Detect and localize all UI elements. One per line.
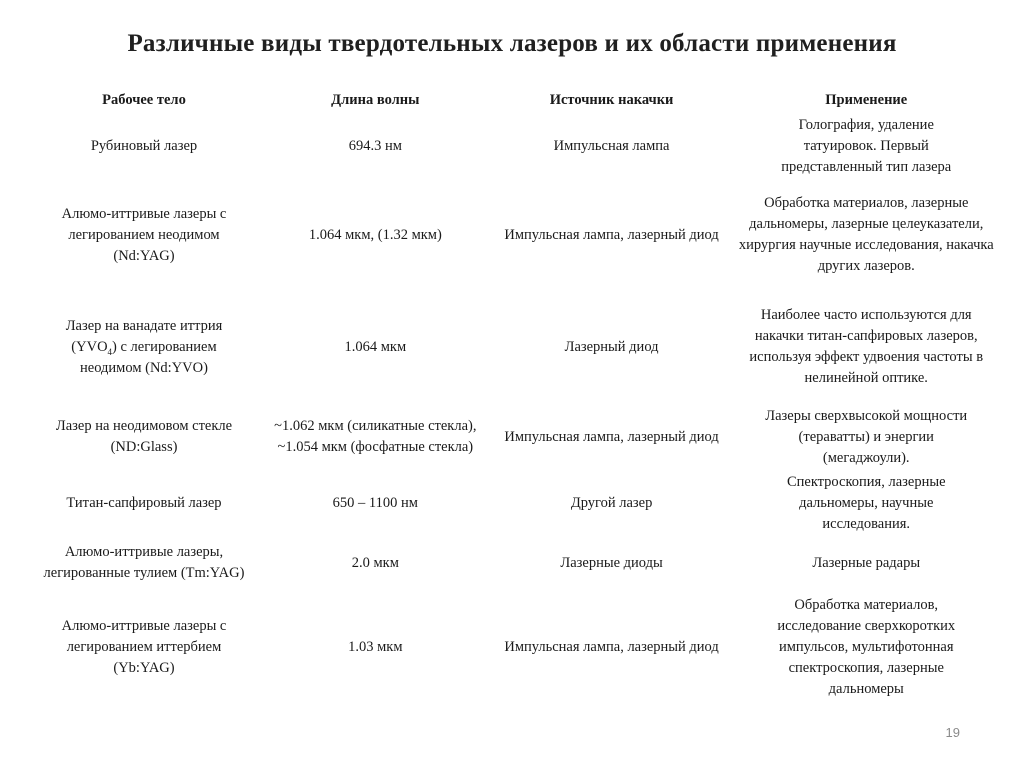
cell-application: Лазеры сверхвысокой мощности (тераватты) и энергии (мегаджоули).: [765, 407, 968, 466]
cell-pump: Другой лазер: [570, 495, 653, 511]
cell-application: Лазерные радары: [812, 554, 921, 571]
table-row: [28, 535, 1000, 591]
cell-application: Обработка материалов, исследование сверхкоротких импульсов, мультифотонная спектроскопия, лазерные дальномеры: [777, 596, 956, 697]
cell-pump: Импульсная лампа, лазерный диод: [504, 226, 719, 243]
header-application: Применение: [825, 91, 908, 108]
header-pump: Источник накачки: [549, 91, 674, 108]
header-medium: Рабочее тело: [102, 91, 186, 108]
cell-medium-text: Лазер на ванадате иттрия (YVO: [65, 317, 223, 355]
table-row: [28, 591, 1000, 703]
cell-application: Спектроскопия, лазерные дальномеры, научные исследования.: [786, 474, 946, 532]
cell-application: Обработка материалов, лазерные дальномеры, лазерные целеуказатели, хирургия научные исследования, накачка других лазеров.: [738, 195, 994, 274]
cell-medium: [28, 292, 260, 402]
cell-medium: Рубиновый лазер: [90, 137, 198, 154]
cell-application: Наиболее часто используются для накачки титан-сапфировых лазеров, используя эффект удвоения частоты в нелинейной оптике.: [749, 307, 984, 386]
cell-pump: Импульсная лампа: [553, 137, 670, 154]
cell-wavelength: 2.0 мкм: [351, 554, 399, 571]
cell-wavelength: 650 – 1100 нм: [332, 495, 418, 511]
cell-medium-subscript: 4: [107, 346, 113, 357]
table-row: [28, 178, 1000, 292]
cell-medium: Алюмо-иттривые лазеры с легированием иттербием (Yb:YAG): [61, 617, 227, 676]
laser-types-table: [28, 86, 1000, 703]
cell-wavelength: 1.064 мкм, (1.32 мкм): [308, 226, 442, 243]
cell-wavelength: 694.3 нм: [348, 137, 402, 154]
cell-pump: Импульсная лампа, лазерный диод: [504, 638, 719, 655]
cell-pump: Лазерный диод: [564, 338, 659, 355]
page-number: 19: [945, 725, 960, 740]
cell-pump: Импульсная лампа, лазерный диод: [504, 428, 719, 445]
table-header-row: [28, 86, 1000, 114]
header-wavelength: Длина волны: [331, 91, 420, 108]
table-row: [28, 472, 1000, 535]
cell-wavelength: ~1.062 мкм (силикатные стекла), ~1.054 мкм (фосфатные стекла): [274, 418, 477, 455]
slide-title: Различные виды твердотельных лазеров и их области применения: [127, 30, 897, 57]
cell-wavelength: 1.03 мкм: [348, 638, 403, 655]
cell-medium: Алюмо-иттривые лазеры с легированием неодимом (Nd:YAG): [61, 205, 227, 264]
cell-medium: Титан-сапфировый лазер: [66, 495, 222, 511]
cell-pump: Лазерные диоды: [560, 554, 663, 571]
table-row: [28, 114, 1000, 178]
cell-medium-text-end: ) с легированием неодимом (Nd:YVO): [80, 338, 217, 376]
cell-wavelength: 1.064 мкм: [344, 338, 407, 355]
cell-application: Голография, удаление татуировок. Первый представленный тип лазера: [781, 116, 952, 175]
table-row: [28, 402, 1000, 472]
cell-medium: Лазер на неодимовом стекле (ND:Glass): [55, 418, 233, 455]
cell-medium: Алюмо-иттривые лазеры, легированные тулием (Tm:YAG): [43, 544, 245, 581]
table-row: [28, 292, 1000, 402]
